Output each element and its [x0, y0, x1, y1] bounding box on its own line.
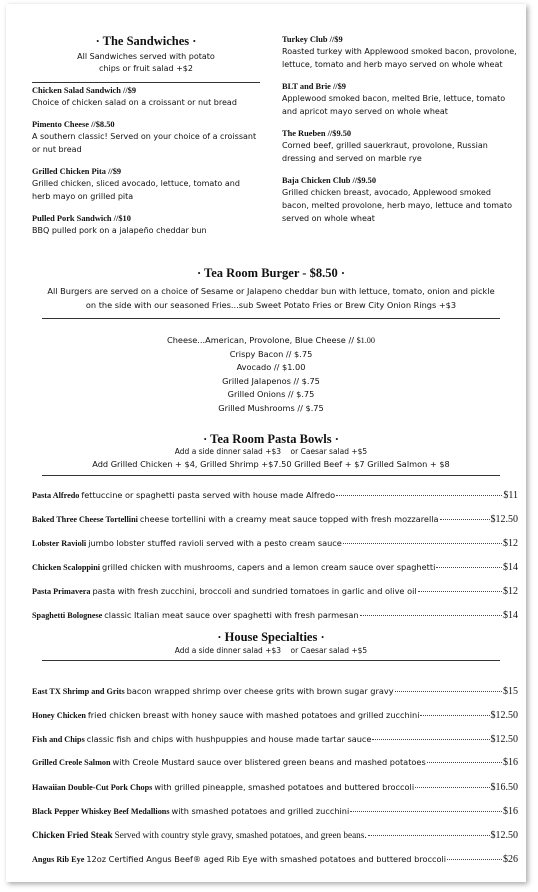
- pasta-title: · Tea Room Pasta Bowls ·: [203, 432, 339, 446]
- dish-price: $16: [503, 806, 518, 817]
- burger-description: [26, 284, 516, 312]
- leader-dots: [427, 762, 502, 763]
- sandwich-name: Pulled Pork Sandwich //$10: [32, 214, 131, 223]
- leader-dots: [350, 811, 502, 812]
- pasta-salad-note: Add a side dinner salad +$3 or Caesar salad +$5: [174, 447, 368, 456]
- sandwich-desc: Corned beef, grilled sauerkraut, provolone, Russian dressing and served on marble rye: [282, 141, 488, 163]
- dish-name: Honey Chicken: [32, 711, 86, 720]
- sandwich-item: [282, 128, 518, 165]
- topping-price: $1.00: [356, 336, 375, 345]
- dish-name: Fish and Chips: [32, 735, 85, 744]
- menu-page: [6, 4, 526, 882]
- sandwich-name: The Rueben //$9.50: [282, 129, 352, 138]
- dish-name: Chicken Scaloppini: [32, 563, 101, 572]
- dish-price: $15: [503, 686, 518, 697]
- sandwich-name: Chicken Salad Sandwich //$9: [32, 86, 137, 95]
- dish-price: $14: [503, 610, 518, 621]
- burger-title: · Tea Room Burger - $8.50 ·: [196, 266, 346, 280]
- dish-name: Hawaiian Double-Cut Pork Chops: [32, 783, 153, 792]
- dish-price: $12: [503, 586, 518, 597]
- dish-price: $12.50: [490, 830, 518, 841]
- sandwich-item: [282, 175, 518, 225]
- topping-label: Grilled Mushrooms // $.75: [218, 402, 324, 413]
- topping-label: Cheese...American, Provolone, Blue Cheese //: [167, 335, 357, 345]
- dish-desc: fettuccine or spaghetti pasta served with house made Alfredo: [81, 490, 336, 500]
- dish-price: $12.50: [490, 514, 518, 525]
- sandwich-name: Baja Chicken Club //$9.50: [282, 176, 377, 185]
- sandwiches-right-column: [282, 34, 518, 225]
- sandwich-name: Pimento Cheese //$8.50: [32, 120, 115, 129]
- dish-price: $26: [503, 854, 518, 865]
- burger-divider: [42, 318, 500, 319]
- topping-label: Avocado // $1.00: [236, 362, 306, 372]
- topping-item: [26, 375, 516, 389]
- dish-desc: Served with country style gravy, smashed potatoes, and green beans.: [114, 830, 367, 840]
- specialties-salad-note: Add a side dinner salad +$3 or Caesar salad +$5: [174, 646, 368, 655]
- sandwiches-title: · The Sandwiches ·: [95, 34, 197, 48]
- sandwich-item: [32, 166, 260, 203]
- burger-toppings: [26, 334, 516, 415]
- topping-item: [26, 388, 516, 402]
- sandwich-desc: A southern classic! Served on your choice of a croissant or nut bread: [32, 132, 257, 154]
- dish-name: Pasta Alfredo: [32, 491, 80, 500]
- sandwich-item: [32, 119, 260, 156]
- leader-dots: [415, 787, 489, 788]
- sandwiches-subtitle: All Sandwiches served with potato chips or fruit salad +$2: [77, 52, 215, 73]
- dish-price: $16: [503, 757, 518, 768]
- leader-dots: [418, 591, 502, 592]
- sandwich-item: [282, 81, 518, 118]
- sandwich-item: [32, 85, 260, 109]
- dish-price: $12.50: [490, 734, 518, 745]
- leader-dots: [372, 739, 489, 740]
- leader-dots: [420, 715, 489, 716]
- sandwich-item: [32, 213, 260, 237]
- sandwich-desc: Grilled chicken breast, avocado, Applewood smoked bacon, melted provolone, herb mayo, lettuce and tomato served on whole wheat: [282, 188, 512, 223]
- leader-dots: [447, 859, 502, 860]
- dish-name: Angus Rib Eye: [32, 855, 85, 864]
- dish-price: $14: [503, 562, 518, 573]
- dish-name: Baked Three Cheese Tortellini: [32, 515, 138, 524]
- sandwich-desc: BBQ pulled pork on a jalapeño cheddar bun: [32, 226, 207, 235]
- sandwich-item: [282, 34, 518, 71]
- dish-price: $16.50: [490, 782, 518, 793]
- dish-price: $12.50: [490, 710, 518, 721]
- dish-desc: with grilled pineapple, smashed potatoes and buttered broccoli: [154, 782, 415, 792]
- dish-name: Black Pepper Whiskey Beef Medallions: [32, 807, 170, 816]
- dish-name: Chicken Fried Steak: [32, 830, 113, 840]
- dish-desc: fried chicken breast with honey sauce with mashed potatoes and grilled zucchini: [87, 710, 420, 720]
- specialties-title: · House Specialties ·: [217, 630, 325, 644]
- burger-line-2: on the side with our seasoned Fries...sub Sweet Potato Fries or Brew City Onion Rings +$3: [85, 300, 457, 310]
- leader-dots: [395, 691, 502, 692]
- specialties-divider: [42, 660, 500, 661]
- dish-desc: classic Italian meat sauce over spaghetti with fresh parmesan: [104, 610, 359, 620]
- dish-price: $11: [503, 490, 518, 501]
- leader-dots: [440, 519, 490, 520]
- topping-item: [26, 334, 516, 348]
- sandwich-desc: Choice of chicken salad on a croissant or nut bread: [32, 98, 237, 107]
- dish-desc: pasta with fresh zucchini, broccoli and sundried tomatoes in garlic and olive oil: [92, 586, 417, 596]
- burger-line-1: All Burgers are served on a choice of Sesame or Jalapeno cheddar bun with lettuce, tomato, onion and pickle: [47, 286, 495, 296]
- sandwich-desc: Grilled chicken, sliced avocado, lettuce, tomato and herb mayo on grilled pita: [32, 179, 240, 201]
- sandwiches-left-column: [32, 34, 260, 237]
- sandwiches-divider: [32, 82, 260, 83]
- dish-desc: classic fish and chips with hushpuppies and house made tartar sauce: [86, 734, 372, 744]
- pasta-divider: [42, 475, 500, 476]
- dish-desc: cheese tortellini with a creamy meat sauce topped with fresh mozzarella: [139, 514, 439, 524]
- topping-label: Grilled Jalapenos // $.75: [222, 375, 320, 386]
- leader-dots: [368, 835, 490, 836]
- leader-dots: [436, 567, 502, 568]
- dish-desc: with smashed potatoes and grilled zucchini: [171, 806, 350, 816]
- dish-name: Lobster Ravioli: [32, 539, 87, 548]
- leader-dots: [343, 543, 502, 544]
- sandwich-desc: Roasted turkey with Applewood smoked bacon, provolone, lettuce, tomato and herb mayo served on whole wheat: [282, 47, 517, 69]
- dish-price: $12: [503, 538, 518, 549]
- dish-name: Grilled Creole Salmon: [32, 758, 111, 767]
- dish-desc: jumbo lobster stuffed ravioli served with a pesto cream sauce: [88, 538, 342, 548]
- topping-label: Grilled Onions // $.75: [227, 389, 315, 399]
- sandwich-desc: Applewood smoked bacon, melted Brie, lettuce, tomato and apricot mayo served on whole wheat: [282, 94, 506, 116]
- dish-desc: with Creole Mustard sauce over blistered green beans and mashed potatoes: [112, 757, 426, 767]
- topping-item: [26, 402, 516, 416]
- sandwich-name: BLT and Brie //$9: [282, 82, 346, 91]
- leader-dots: [336, 495, 502, 496]
- dish-name: Spaghetti Bolognese: [32, 611, 103, 620]
- leader-dots: [360, 615, 502, 616]
- topping-item: [26, 348, 516, 362]
- topping-label: Crispy Bacon // $.75: [229, 348, 313, 359]
- sandwich-name: Turkey Club //$9: [282, 35, 343, 44]
- dish-name: Pasta Primavera: [32, 587, 91, 596]
- dish-desc: 12oz Certified Angus Beef® aged Rib Eye with smashed potatoes and buttered broccoli: [86, 854, 447, 864]
- dish-desc: bacon wrapped shrimp over cheese grits with brown sugar gravy: [126, 686, 394, 696]
- pasta-addons-note: Add Grilled Chicken + $4, Grilled Shrimp +$7.50 Grilled Beef + $7 Grilled Salmon + $8: [92, 459, 450, 469]
- dish-desc: grilled chicken with mushrooms, capers and a lemon cream sauce over spaghetti: [102, 562, 436, 572]
- topping-item: [26, 361, 516, 375]
- dish-name: East TX Shrimp and Grits: [32, 687, 125, 696]
- sandwich-name: Grilled Chicken Pita //$9: [32, 167, 122, 176]
